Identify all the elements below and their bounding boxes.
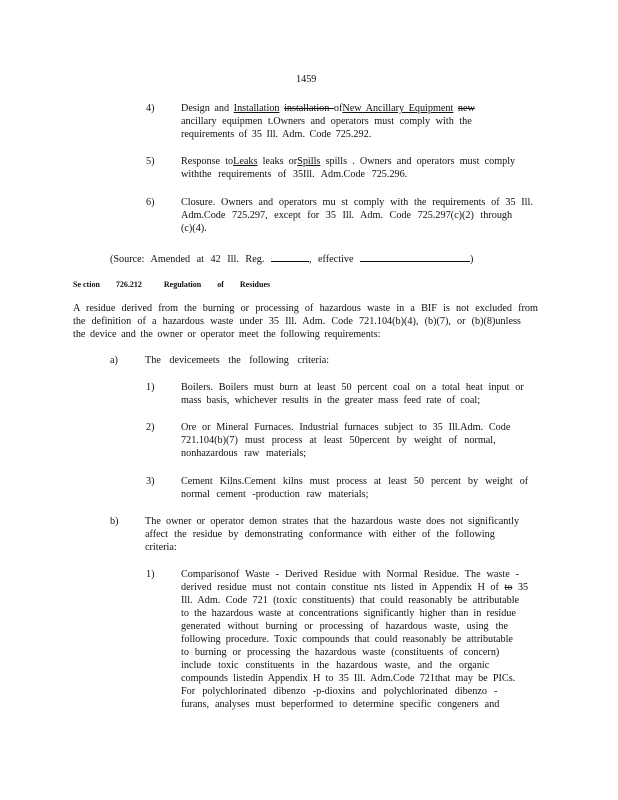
item-line: mass basis, whichever results in the greater mass feed rate of coal; xyxy=(181,395,481,406)
item-line: derived residue must not contain constitue nts listed in Appendix H of to 35 xyxy=(181,582,529,593)
item-line: to burning or processing the hazardous waste (constituents of concern) xyxy=(181,647,500,658)
item-line: withthe requirements of 35Ill. Adm.Code 725.296. xyxy=(181,169,408,180)
item-line: Response toLeaks leaks orSpills spills . Owners and operators must comply xyxy=(181,156,516,167)
item-number: 4) xyxy=(146,103,155,114)
item-line: (c)(4). xyxy=(181,223,207,234)
item-number: 6) xyxy=(146,197,155,208)
item-line: Boilers. Boilers must burn at least 50 percent coal on a total heat input or xyxy=(181,382,524,393)
subsection-text: affect the residue by demonstrating conformance with either of the following xyxy=(145,529,495,540)
item-line: Adm.Code 725.297, except for 35 Ill. Adm. Code 725.297(c)(2) through xyxy=(181,210,513,221)
item-line: Closure. Owners and operators mu st comply with the requirements of 35 Ill. xyxy=(181,197,533,208)
section-heading: Se ction 726.212 Regulation of Residues xyxy=(73,280,271,289)
subsection-text: criteria: xyxy=(145,542,177,553)
item-line: normal cement -production raw materials; xyxy=(181,489,369,500)
item-number: 3) xyxy=(146,476,155,487)
item-line: ancillary equipmen t.Owners and operators must comply with the xyxy=(181,116,472,127)
item-number: 1) xyxy=(146,382,155,393)
page-number: 1459 xyxy=(296,74,317,85)
item-line: include toxic constituents in the hazardous waste, and the organic xyxy=(181,660,490,671)
subsection-number: b) xyxy=(110,516,119,527)
item-line: Design and Installation installation ofNew Ancillary Equipment new xyxy=(181,103,475,114)
paragraph-line: A residue derived from the burning or processing of hazardous waste in a BIF is not excluded from xyxy=(73,303,538,314)
item-line: 721.104(b)(7) must process at least 50percent by weight of normal, xyxy=(181,435,496,446)
item-number: 1) xyxy=(146,569,155,580)
subsection-text: The owner or operator demon strates that the hazardous waste does not significantly xyxy=(145,516,520,527)
item-line: following procedure. Toxic compounds that could reasonably be attributable xyxy=(181,634,513,645)
item-line: to the hazardous waste at concentrations significantly higher than in residue xyxy=(181,608,516,619)
item-line: furans, analyses must beperformed to determine specific congeners and xyxy=(181,699,500,710)
item-line: Comparisonof Waste - Derived Residue with Normal Residue. The waste - xyxy=(181,569,520,580)
item-line: nonhazardous raw materials; xyxy=(181,448,307,459)
blank-line xyxy=(360,251,470,262)
subsection-text: The devicemeets the following criteria: xyxy=(145,355,330,366)
item-line: For polychlorinated dibenzo -p-dioxins and polychlorinated dibenzo - xyxy=(181,686,498,697)
item-number: 5) xyxy=(146,156,155,167)
paragraph-line: the definition of a hazardous waste under 35 Ill. Adm. Code 721.104(b)(4), (b)(7), or (b)(8)unless xyxy=(73,316,521,327)
item-line: Ore or Mineral Furnaces. Industrial furnaces subject to 35 Ill.Adm. Code xyxy=(181,422,511,433)
paragraph-line: the device and the owner or operator meet the following requirements: xyxy=(73,329,381,340)
source-note: (Source: Amended at 42 Ill. Reg. , effective ) xyxy=(110,251,473,266)
item-line: compounds listedin Appendix H to 35 Ill. Adm.Code 721that may be PICs. xyxy=(181,673,516,684)
item-line: requirements of 35 Ill. Adm. Code 725.292. xyxy=(181,129,372,140)
item-number: 2) xyxy=(146,422,155,433)
item-line: generated without burning or processing of hazardous waste, using the xyxy=(181,621,509,632)
item-line: Cement Kilns.Cement kilns must process at least 50 percent by weight of xyxy=(181,476,529,487)
blank-line xyxy=(271,251,309,262)
item-line: Ill. Adm. Code 721 (toxic constituents) that could reasonably be attributable xyxy=(181,595,520,606)
subsection-number: a) xyxy=(110,355,118,366)
